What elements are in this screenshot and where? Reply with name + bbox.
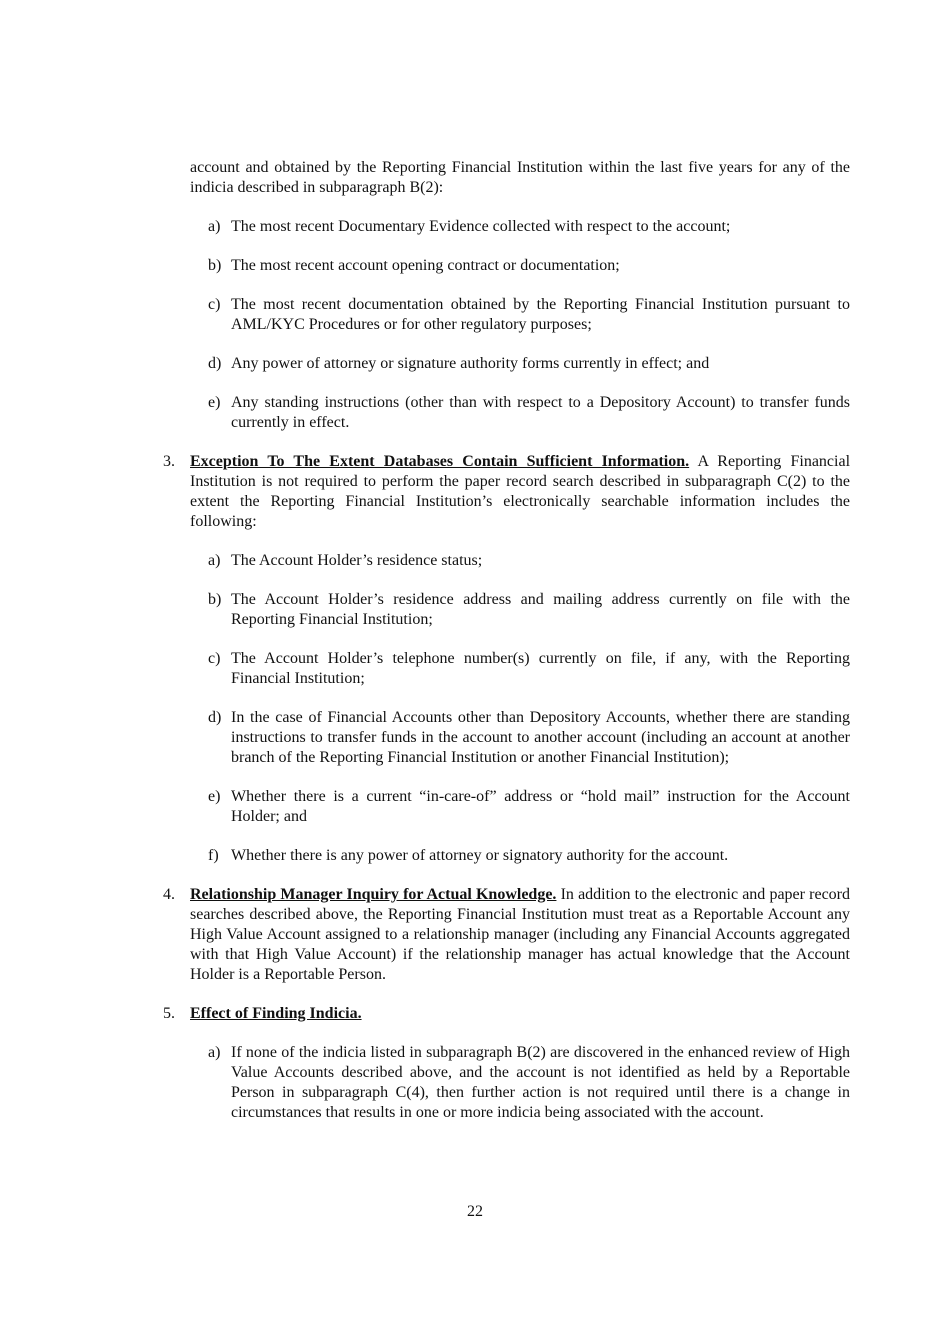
section-heading: Relationship Manager Inquiry for Actual Knowledge. <box>190 886 557 903</box>
list-item <box>208 649 850 689</box>
list-item-text: Whether there is a current “in-care-of” address or “hold mail” instruction for the Account Holder; and <box>231 788 850 825</box>
list-marker: f) <box>208 847 219 864</box>
section-5 <box>163 1004 850 1123</box>
list-item-text: Whether there is any power of attorney or signatory authority for the account. <box>231 847 729 864</box>
section-text: A Reporting Financial Institution is not required to perform the paper record search described in subparagraph C(2) to the extent the Reporting Financial Institution’s electronically searchable information includes the following: <box>190 453 851 530</box>
section-3 <box>163 452 851 866</box>
list-item-text: Any power of attorney or signature authority forms currently in effect; and <box>231 355 710 372</box>
list-item <box>208 256 850 276</box>
section-3-list <box>190 551 850 866</box>
list-marker: e) <box>208 788 221 805</box>
list-item-text: The Account Holder’s residence address and mailing address currently on file with the Reporting Financial Institution; <box>231 591 850 628</box>
list-marker: c) <box>208 296 221 313</box>
list-marker: a) <box>208 1044 221 1061</box>
list-marker: b) <box>208 591 222 608</box>
intro-paragraph: account and obtained by the Reporting Financial Institution within the last five years for any of the indicia described in subparagraph B(2): <box>190 159 850 196</box>
list-item <box>208 354 850 374</box>
section-number: 5. <box>163 1005 175 1022</box>
list-marker: d) <box>208 709 222 726</box>
list-item <box>208 393 850 433</box>
list-item-text: Any standing instructions (other than with respect to a Depository Account) to transfer funds currently in effect. <box>231 394 850 431</box>
list-item-text: The most recent Documentary Evidence collected with respect to the account; <box>231 218 731 235</box>
list-marker: a) <box>208 218 221 235</box>
list-item <box>208 1043 850 1123</box>
list-item-text: The most recent documentation obtained by the Reporting Financial Institution pursuant to AML/KYC Procedures or for other regulatory purposes; <box>231 296 850 333</box>
section-heading: Effect of Finding Indicia. <box>190 1005 362 1022</box>
section-5-list <box>190 1043 850 1123</box>
section-text: In addition to the electronic and paper record searches described above, the Reporting Financial Institution must treat as a Reportable Account any High Value Account assigned to a relationship manager (including any Financial Accounts aggregated with that High Value Account) if the relationship manager has actual knowledge that the Account Holder is a Reportable Person. <box>190 886 850 983</box>
list-marker: d) <box>208 355 222 372</box>
list-item-text: The Account Holder’s telephone number(s) currently on file, if any, with the Reporting Financial Institution; <box>231 650 850 687</box>
list-marker: a) <box>208 552 221 569</box>
list-item-text: In the case of Financial Accounts other than Depository Accounts, whether there are standing instructions to transfer funds in the account to another account (including an account at another branch of the Reporting Financial Institution or another Financial Institution); <box>231 709 850 766</box>
list-item <box>208 846 850 866</box>
list-item <box>208 551 850 571</box>
list-item <box>208 787 850 827</box>
list-item-text: The most recent account opening contract or documentation; <box>231 257 620 274</box>
list-marker: b) <box>208 257 222 274</box>
section-4 <box>163 885 850 985</box>
list-item <box>208 295 850 335</box>
body-text <box>163 158 851 1142</box>
section-number: 4. <box>163 886 175 903</box>
list-item <box>208 590 850 630</box>
list-item <box>208 708 850 768</box>
page-number: 22 <box>467 1203 483 1220</box>
section-number: 3. <box>163 453 175 470</box>
list-marker: c) <box>208 650 221 667</box>
list-item-text: If none of the indicia listed in subparagraph B(2) are discovered in the enhanced review of High Value Accounts described above, and the account is not identified as held by a Reportable Person in subparagraph C(4), then further action is not required until there is a change in circumstances that results in one or more indicia being associated with the account. <box>231 1044 850 1121</box>
list-item <box>208 217 850 237</box>
list-item-text: The Account Holder’s residence status; <box>231 552 483 569</box>
list-marker: e) <box>208 394 221 411</box>
section-heading: Exception To The Extent Databases Contain Sufficient Information. <box>190 453 690 470</box>
